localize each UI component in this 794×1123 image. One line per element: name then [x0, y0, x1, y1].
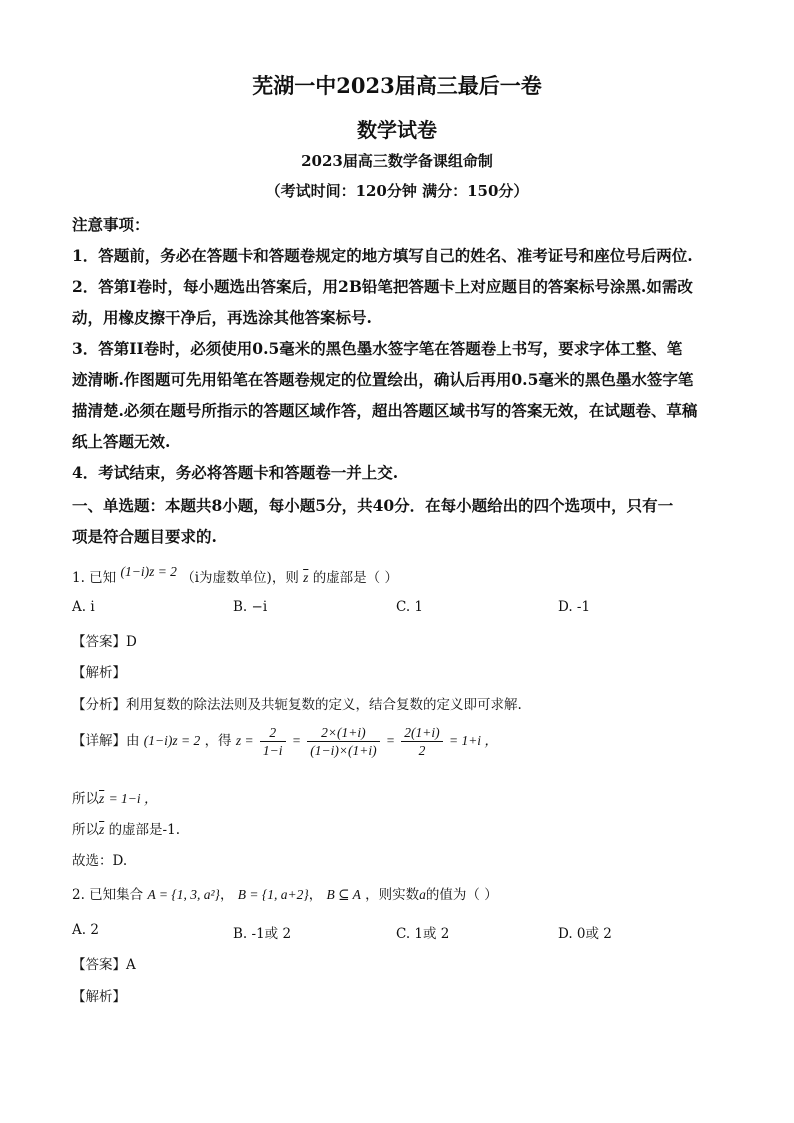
- note-line: 迹清晰.作图题可先用铅笔在答题卷规定的位置绘出，确认后再用0.5毫米的黑色墨水签字笔: [72, 370, 694, 389]
- section-heading: 一、单选题：本题共8小题，每小题5分，共40分．在每小题给出的四个选项中，只有一: [72, 496, 674, 515]
- q2-option-d: D. 0或 2: [558, 926, 612, 942]
- q1-option-c: C. 1: [396, 599, 424, 615]
- exam-maker: 2023届高三数学备课组命制: [301, 152, 493, 170]
- q2-subset: B ⊆ A: [326, 887, 361, 902]
- q1-detail: 【详解】由 (1−i)z = 2 ，得 z = $\frac{2}{1-i}$ = $\frac{2\times(1+i)}{(1-i)\times(1+i)}$ = $\frac{2(1+i)}{2}$ = 1+i ，: [72, 725, 498, 758]
- q1-fenxi: 【分析】利用复数的除法法则及共轭复数的定义，结合复数的定义即可求解.: [72, 697, 522, 713]
- q1-answer: 【答案】D: [72, 634, 137, 650]
- q1-so2: 所以$\overline{z}$ 的虚部是-1.: [72, 822, 181, 838]
- notes-heading: 注意事项：: [72, 215, 150, 234]
- q1-analysis-label: 【解析】: [72, 665, 126, 681]
- q1-formula: (1−i)z = 2: [120, 564, 177, 579]
- q2-set-b: B = {1, a+2}: [237, 887, 309, 902]
- fraction: $\frac{2\times(1+i)}{(1-i)\times(1+i)}$: [307, 724, 379, 759]
- q2-stem: 2. 已知集合 A = {1, 3, a²}， B = {1, a+2}， B ⊆ A ，则实数a的值为（ ）: [72, 887, 498, 903]
- q1-option-a: A. i: [72, 599, 95, 615]
- q2-answer: 【答案】A: [72, 957, 136, 973]
- q1-choice: 故选：D.: [72, 853, 128, 869]
- q1-stem: 1. 已知 (1−i)z = 2 （i为虚数单位)，则 $\overline{z}$ 的虚部是（ ）: [72, 564, 398, 586]
- note-line: 2．答第I卷时，每小题选出答案后，用2B铅笔把答题卡上对应题目的答案标号涂黑.如需改: [72, 277, 693, 296]
- note-line: 1．答题前，务必在答题卡和答题卷规定的地方填写自己的姓名、准考证号和座位号后两位.: [72, 246, 693, 265]
- q2-option-c: C. 1或 2: [396, 926, 450, 942]
- q1-zbar: $\overline{z}$: [303, 570, 309, 585]
- q1-option-d: D. -1: [558, 599, 591, 615]
- q1-so1: 所以$\overline{z} = 1-i$ ，: [72, 791, 158, 807]
- note-line: 动，用橡皮擦干净后，再选涂其他答案标号.: [72, 308, 372, 327]
- note-line: 4．考试结束，务必将答题卡和答题卷一并上交.: [72, 463, 399, 482]
- q2-option-a: A. 2: [72, 922, 99, 938]
- exam-subtitle: 数学试卷: [357, 118, 437, 142]
- note-line: 纸上答题无效.: [72, 432, 171, 451]
- exam-time: （考试时间：120分钟 满分：150分）: [265, 182, 529, 200]
- fraction: $\frac{2(1+i)}{2}$: [401, 724, 442, 759]
- note-line: 3．答第II卷时，必须使用0.5毫米的黑色墨水签字笔在答题卷上书写，要求字体工整、笔: [72, 339, 683, 358]
- q2-analysis-label: 【解析】: [72, 989, 126, 1005]
- q2-option-b: B. -1或 2: [233, 926, 292, 942]
- q1-option-b: B. −i: [233, 599, 268, 615]
- note-line: 描清楚.必须在题号所指示的答题区域作答，超出答题区域书写的答案无效，在试题卷、草稿: [72, 401, 698, 420]
- section-heading-cont: 项是符合题目要求的.: [72, 527, 217, 546]
- q2-set-a: A = {1, 3, a²}: [147, 887, 220, 902]
- exam-title: 芜湖一中2023届高三最后一卷: [252, 73, 542, 98]
- fraction: $\frac{2}{1-i}$: [260, 724, 286, 759]
